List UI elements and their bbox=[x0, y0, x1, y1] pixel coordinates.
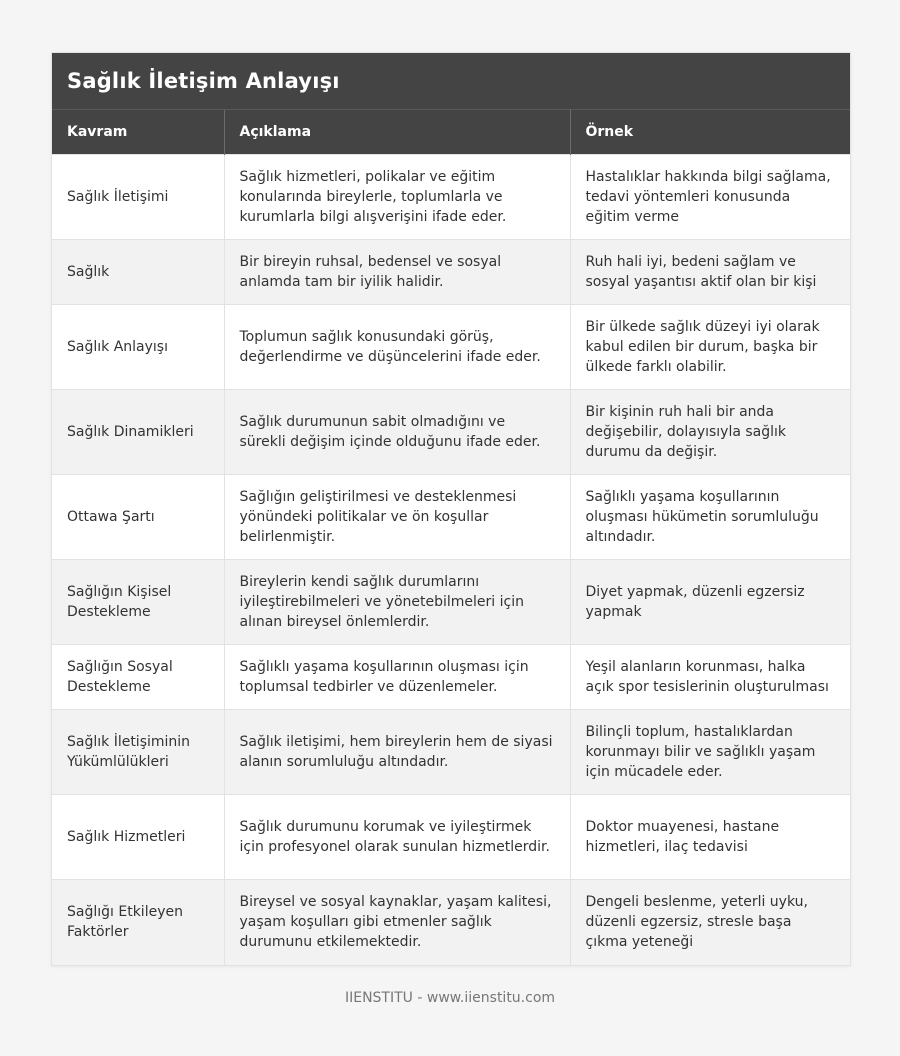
cell-kavram: Sağlık bbox=[52, 240, 224, 305]
cell-kavram: Sağlığın Sosyal Destekleme bbox=[52, 645, 224, 710]
table-row bbox=[52, 240, 850, 305]
cell-aciklama: Sağlık durumunun sabit olmadığını ve sürekli değişim içinde olduğunu ifade eder. bbox=[224, 390, 570, 475]
cell-ornek: Bir kişinin ruh hali bir anda değişebilir, dolayısıyla sağlık durumu da değişir. bbox=[570, 390, 850, 475]
cell-kavram: Ottawa Şartı bbox=[52, 475, 224, 560]
footer-credit: IIENSTITU - www.iienstitu.com bbox=[344, 989, 556, 1006]
cell-ornek: Diyet yapmak, düzenli egzersiz yapmak bbox=[570, 560, 850, 645]
page-title: Sağlık İletişim Anlayışı bbox=[67, 69, 340, 93]
table-body bbox=[52, 155, 850, 965]
column-header-kavram: Kavram bbox=[52, 110, 224, 155]
cell-ornek: Bir ülkede sağlık düzeyi iyi olarak kabul edilen bir durum, başka bir ülkede farklı olabilir. bbox=[570, 305, 850, 390]
cell-ornek: Doktor muayenesi, hastane hizmetleri, ilaç tedavisi bbox=[570, 795, 850, 880]
cell-kavram: Sağlığı Etkileyen Faktörler bbox=[52, 880, 224, 965]
table-header bbox=[52, 110, 850, 155]
cell-kavram: Sağlık Dinamikleri bbox=[52, 390, 224, 475]
column-header-aciklama: Açıklama bbox=[224, 110, 570, 155]
cell-ornek: Bilinçli toplum, hastalıklardan korunmayı bilir ve sağlıklı yaşam için mücadele eder. bbox=[570, 710, 850, 795]
cell-aciklama: Bireysel ve sosyal kaynaklar, yaşam kalitesi, yaşam koşulları gibi etmenler sağlık durumunu etkilemektedir. bbox=[224, 880, 570, 965]
cell-kavram: Sağlık İletişiminin Yükümlülükleri bbox=[52, 710, 224, 795]
cell-ornek: Ruh hali iyi, bedeni sağlam ve sosyal yaşantısı aktif olan bir kişi bbox=[570, 240, 850, 305]
cell-aciklama: Bir bireyin ruhsal, bedensel ve sosyal anlamda tam bir iyilik halidir. bbox=[224, 240, 570, 305]
cell-aciklama: Sağlığın geliştirilmesi ve desteklenmesi yönündeki politikalar ve ön koşullar belirlenmiştir. bbox=[224, 475, 570, 560]
table-row bbox=[52, 710, 850, 795]
title-bar bbox=[52, 53, 850, 110]
cell-ornek: Dengeli beslenme, yeterli uyku, düzenli egzersiz, stresle başa çıkma yeteneği bbox=[570, 880, 850, 965]
table-card bbox=[51, 52, 851, 966]
cell-kavram: Sağlık Anlayışı bbox=[52, 305, 224, 390]
table-row bbox=[52, 155, 850, 240]
table-row bbox=[52, 305, 850, 390]
cell-aciklama: Sağlık iletişimi, hem bireylerin hem de siyasi alanın sorumluluğu altındadır. bbox=[224, 710, 570, 795]
table-row bbox=[52, 390, 850, 475]
table-row bbox=[52, 645, 850, 710]
concept-table bbox=[52, 110, 850, 965]
cell-aciklama: Sağlıklı yaşama koşullarının oluşması için toplumsal tedbirler ve düzenlemeler. bbox=[224, 645, 570, 710]
table-row bbox=[52, 560, 850, 645]
cell-kavram: Sağlığın Kişisel Destekleme bbox=[52, 560, 224, 645]
cell-ornek: Yeşil alanların korunması, halka açık spor tesislerinin oluşturulması bbox=[570, 645, 850, 710]
table-row bbox=[52, 795, 850, 880]
cell-ornek: Sağlıklı yaşama koşullarının oluşması hükümetin sorumluluğu altındadır. bbox=[570, 475, 850, 560]
cell-kavram: Sağlık İletişimi bbox=[52, 155, 224, 240]
cell-aciklama: Toplumun sağlık konusundaki görüş, değerlendirme ve düşüncelerini ifade eder. bbox=[224, 305, 570, 390]
cell-ornek: Hastalıklar hakkında bilgi sağlama, tedavi yöntemleri konusunda eğitim verme bbox=[570, 155, 850, 240]
cell-kavram: Sağlık Hizmetleri bbox=[52, 795, 224, 880]
cell-aciklama: Sağlık hizmetleri, polikalar ve eğitim konularında bireylerle, toplumlarla ve kurumlarla bilgi alışverişini ifade eder. bbox=[224, 155, 570, 240]
cell-aciklama: Bireylerin kendi sağlık durumlarını iyileştirebilmeleri ve yönetebilmeleri için alınan bireysel önlemlerdir. bbox=[224, 560, 570, 645]
column-header-ornek: Örnek bbox=[570, 110, 850, 155]
cell-aciklama: Sağlık durumunu korumak ve iyileştirmek için profesyonel olarak sunulan hizmetlerdir. bbox=[224, 795, 570, 880]
table-row bbox=[52, 880, 850, 965]
table-row bbox=[52, 475, 850, 560]
